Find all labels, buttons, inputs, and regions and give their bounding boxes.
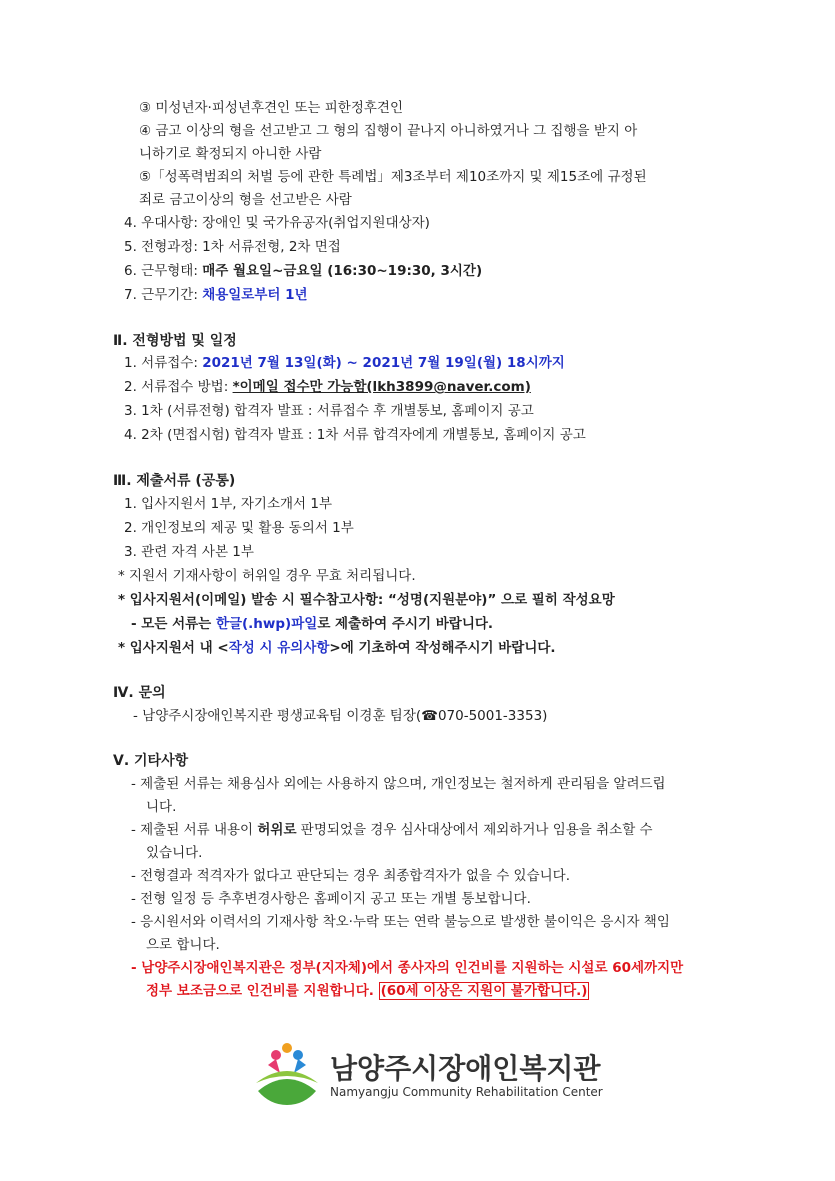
s2-item-3: 3. 1차 (서류전형) 합격자 발표 : 서류접수 후 개별통보, 홈페이지 공고 (124, 403, 534, 419)
s3-note-2: * 입사지원서(이메일) 발송 시 필수참고사항: “성명(지원분야)” 으로 필히 작성요망 (118, 592, 615, 608)
s3-item-3: 3. 관련 자격 사본 1부 (124, 544, 254, 560)
disqual-item-3: ③ 미성년자·피성년후견인 또는 피한정후견인 (139, 100, 404, 116)
preference-item: 4. 우대사항: 장애인 및 국가유공자(취업지원대상자) (124, 215, 430, 231)
s5-item-2-a: - 제출된 서류 내용이 (131, 822, 258, 838)
s3-item-2: 2. 개인정보의 제공 및 활용 동의서 1부 (124, 520, 354, 536)
s3-item-1: 1. 입사지원서 1부, 자기소개서 1부 (124, 496, 333, 512)
disqual-item-5: ⑤「성폭력범죄의 처벌 등에 관한 특례법」제3조부터 제10조까지 및 제15조에 규정된 (139, 169, 647, 185)
center-emblem-icon (252, 1043, 322, 1107)
s3-note-4-c: >에 기초하여 작성해주시기 바랍니다. (329, 640, 556, 656)
s3-note-4-caution: 작성 시 유의사항 (228, 640, 330, 656)
s5-item-2-cont: 있습니다. (146, 845, 203, 861)
s3-note-1: * 지원서 기재사항이 허위일 경우 무효 처리됩니다. (118, 568, 416, 584)
s5-item-3: - 전형결과 적격자가 없다고 판단되는 경우 최종합격자가 없을 수 있습니다. (131, 868, 571, 884)
s3-note-3 (131, 614, 493, 634)
s5-item-6-b: 정부 보조금으로 인건비를 지원합니다. (146, 983, 379, 999)
s2-item-1-value: 2021년 7월 13일(화) ~ 2021년 7월 19일(월) 18시까지 (202, 355, 565, 371)
s5-item-2-c: 판명되었을 경우 심사대상에서 제외하거나 임용을 취소할 수 (296, 822, 653, 838)
s2-item-2 (124, 377, 531, 397)
s2-item-1-label: 1. 서류접수: (124, 355, 203, 371)
s2-item-4: 4. 2차 (면접시험) 합격자 발표 : 1차 서류 합격자에게 개별통보, 홈페이지 공고 (124, 427, 586, 443)
s2-email-link[interactable]: *이메일 접수만 가능함(lkh3899@naver.com) (232, 379, 531, 395)
s5-item-5-cont: 으로 합니다. (146, 937, 220, 953)
s3-note-3-a: - 모든 서류는 (131, 616, 216, 632)
s2-item-2-label: 2. 서류접수 방법: (124, 379, 233, 395)
period-value: 채용일로부터 1년 (202, 287, 308, 303)
center-logo (252, 1043, 603, 1107)
s5-item-2 (131, 820, 653, 840)
logo-name-en: Namyangju Community Rehabilitation Center (330, 1085, 603, 1099)
section-5-title: Ⅴ. 기타사항 (113, 753, 189, 769)
disqual-item-5-cont: 죄로 금고이상의 형을 선고받은 사람 (139, 192, 352, 208)
s3-note-4-a: * 입사지원서 내 < (118, 640, 229, 656)
worktype-item (124, 261, 482, 281)
contact-info: - 남양주시장애인복지관 평생교육팀 이경훈 팀장(☎070-5001-3353) (133, 708, 548, 724)
s3-note-4 (118, 638, 556, 658)
section-4-title: Ⅳ. 문의 (113, 685, 166, 701)
disqual-item-4: ④ 금고 이상의 형을 선고받고 그 형의 집행이 끝나지 아니하였거나 그 집행을 받지 아 (139, 123, 638, 139)
s5-item-4: - 전형 일정 등 추후변경사항은 홈페이지 공고 또는 개별 통보합니다. (131, 891, 531, 907)
period-label: 7. 근무기간: (124, 287, 203, 303)
s3-note-3-c: 로 제출하여 주시기 바랍니다. (317, 616, 494, 632)
s3-note-3-hwp: 한글(.hwp)파일 (215, 616, 318, 632)
s5-item-5: - 응시원서와 이력서의 기재사항 착오·누락 또는 연락 불능으로 발생한 불이익은 응시자 책임 (131, 914, 670, 930)
disqual-item-4-cont: 니하기로 확정되지 아니한 사람 (139, 146, 322, 162)
period-item (124, 285, 308, 305)
s5-item-6: - 남양주시장애인복지관은 정부(지자체)에서 종사자의 인건비를 지원하는 시설로 60세까지만 (131, 960, 684, 976)
s5-item-1: - 제출된 서류는 채용심사 외에는 사용하지 않으며, 개인정보는 철저하게 관리됨을 알려드립 (131, 776, 666, 792)
s5-item-1-cont: 니다. (146, 799, 177, 815)
worktype-label: 6. 근무형태: (124, 263, 203, 279)
s5-item-6-cont (146, 981, 589, 1001)
process-item: 5. 전형과정: 1차 서류전형, 2차 면접 (124, 239, 341, 255)
section-3-title: Ⅲ. 제출서류 (공통) (113, 473, 236, 489)
worktype-value: 매주 월요일~금요일 (16:30~19:30, 3시간) (202, 263, 483, 279)
age-limit-note: (60세 이상은 지원이 불가합니다.) (380, 983, 588, 999)
logo-name-ko: 남양주시장애인복지관 (330, 1052, 601, 1085)
s5-item-2-false: 허위로 (257, 822, 297, 838)
s2-item-1 (124, 353, 565, 373)
section-2-title: Ⅱ. 전형방법 및 일정 (113, 333, 237, 349)
